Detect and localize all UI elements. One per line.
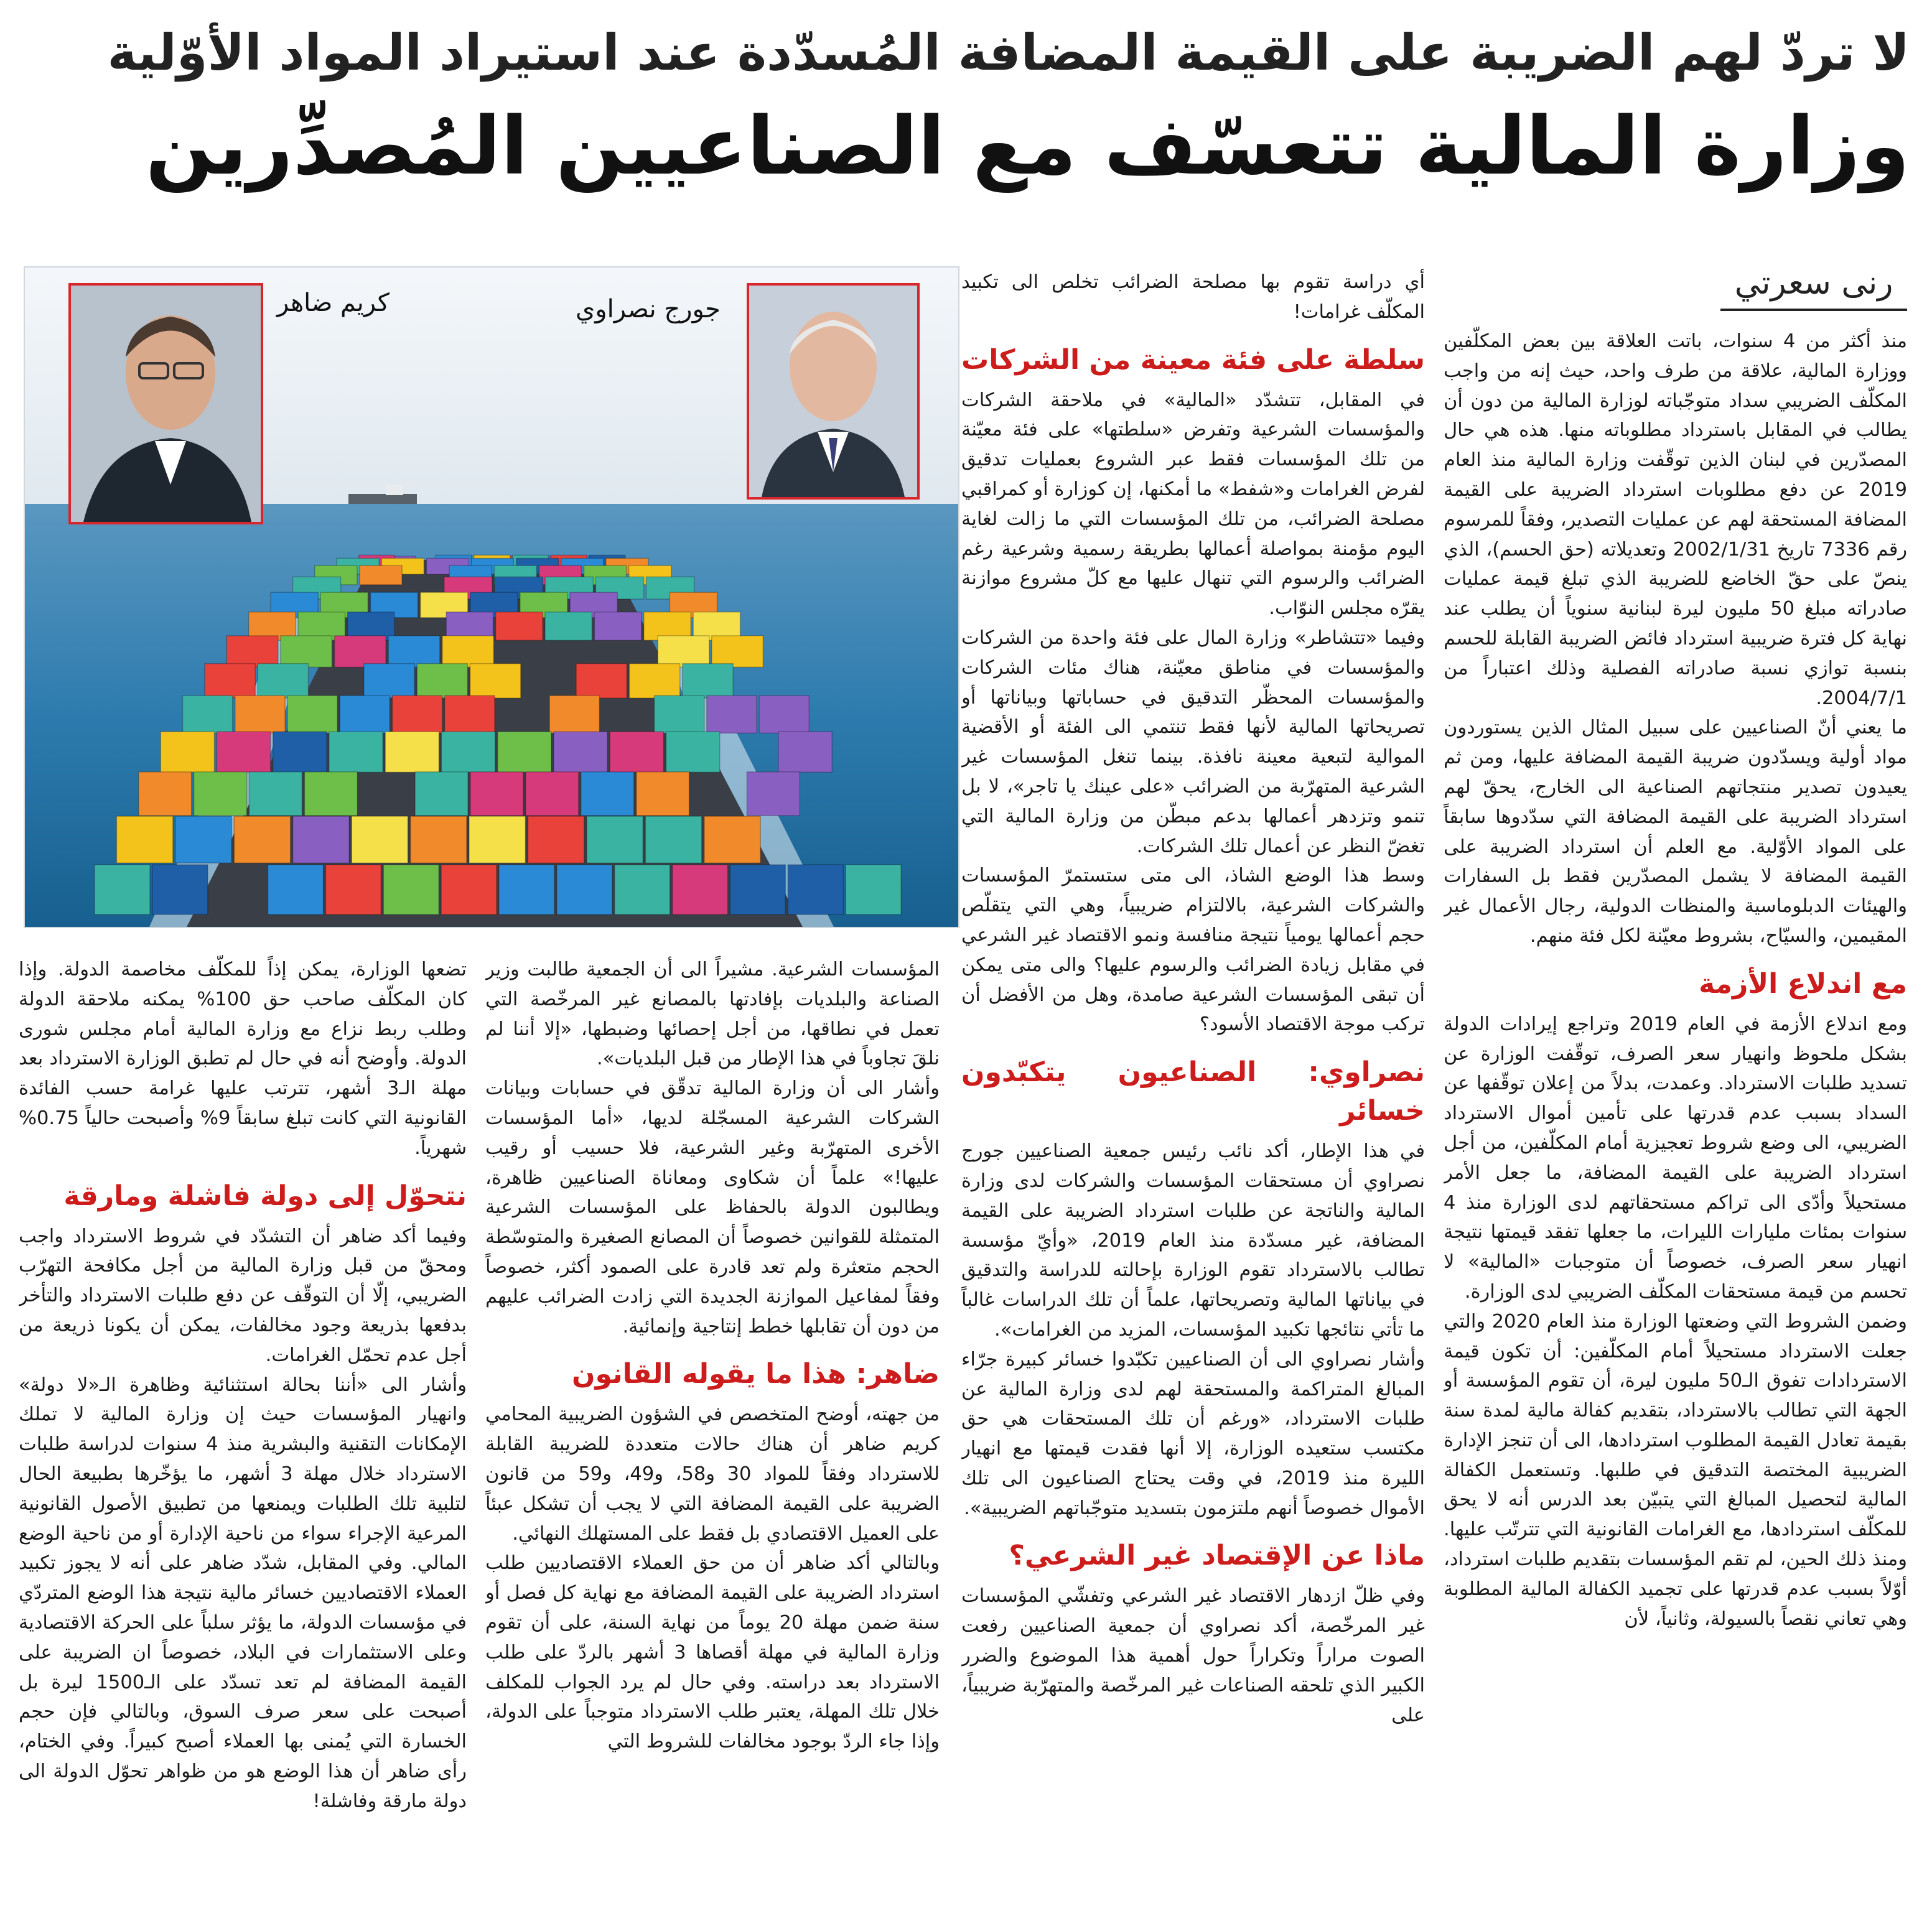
shipping-container [352,816,408,863]
article-subheadline: لا تردّ لهم الضريبة على القيمة المضافة المُسدّدة عند استيراد المواد الأوّلية [107,24,1910,81]
section-heading: سلطة على فئة معينة من الشركات [961,343,1425,376]
shipping-container [139,772,192,816]
shipping-container [441,732,495,772]
shipping-container [268,865,324,914]
paragraph: وفيما «تتشاطر» وزارة المال على فئة واحدة من الشركات والمؤسسات في مناطق معيّنة، هناك مئات الشركات والمؤسسات المحظّر التدقيق في حساباتها وبياناتها أو تصريحاتها المالية لأنها فقط تنتمي الى الفئة أو الأقضية الموالية لتبعية معينة نافذة. بينما تنغل المؤسسات غير الشرعية المتهرّبة من الضرائب «على عينك يا تاجر»، لا بل تنمو وتزدهر أعمالها بدعم مبطّن من وزارة المالية التي تغضّ النظر عن أعمال تلك الشركات. [961,626,1425,857]
paragraph: من جهته، أوضح المتخصص في الشؤون الضريبية المحامي كريم ضاهر أن هناك حالات متعددة للضريبة القابلة للاسترداد وفقاً للمواد 30 و58، و49، و59 من قانون الضريبة على القيمة المضافة التي لا يجب أن تشكل عبئاً على العميل الاقتصادي بل فقط على المستهلك النهائي. [485,1403,940,1545]
shipping-container [393,696,442,733]
article-byline: رنى سعرتي [1720,261,1907,311]
shipping-container [587,816,643,863]
shipping-container [730,865,785,914]
shipping-container [445,696,495,733]
shipping-container [235,696,285,733]
shipping-container [576,664,627,698]
shipping-container [470,664,521,698]
shipping-container [175,816,231,863]
shipping-container [385,732,439,772]
photo-caption-george-nasrawi: جورج نصراوي [576,295,721,323]
shipping-container [161,732,214,772]
shipping-container [304,772,357,816]
shipping-container [747,772,800,816]
article-column-4 [19,955,467,1919]
shipping-container [610,732,663,772]
shipping-container [778,732,832,772]
portrait-silhouette-icon [71,286,261,522]
article-headline: وزارة المالية تتعسّف مع الصناعيين المُصدِّرين [145,100,1910,193]
shipping-container [194,772,247,816]
shipping-container [666,732,720,772]
section-heading: ماذا عن الإقتصاد غير الشرعي؟ [1009,1540,1425,1572]
shipping-container [554,732,607,772]
paragraph: تضعها الوزارة، يمكن إذاً للمكلّف مخاصمة الدولة. وإذا كان المكلّف صاحب حق 100% يمكنه ملاحقة الدولة وطلب ربط نزاع مع وزارة المالية أمام مجلس شورى الدولة. وأوضح أنه في حال لم تطبق الوزارة الاسترداد بعد مهلة الـ3 أشهر، تترتب عليها غرامة حسب الفائدة القانونية التي كانت تبلغ سابقاً 9% وأصبحت حالياً 0.75% شهرياً. [19,959,467,1159]
shipping-container [364,664,414,698]
shipping-container [417,664,467,698]
shipping-container [759,696,809,733]
shipping-container [441,865,497,914]
shipping-container [683,664,733,698]
shipping-container [415,772,468,816]
shipping-container [226,636,278,668]
shipping-container [95,865,150,914]
paragraph: وفيما أكد ضاهر أن التشدّد في شروط الاسترداد واجب ومحقّ من قبل وزارة المالية من أجل مكافحة التهرّب الضريبي، إلّا أن التوقّف عن دفع طلبات الاسترداد والتأخر بدفعها بذريعة وجود مخالفات، يمكن أن يكونا ذريعة من أجل عدم تحمّل الغرامات. [19,1225,467,1366]
shipping-container [707,696,757,733]
shipping-container [581,772,634,816]
portrait-karim-daher [68,283,263,524]
paragraph: أي دراسة تقوم بها مصلحة الضرائب تخلص الى تكبيد المكلّف غرامات! [961,271,1425,323]
article-column-2 [961,268,1425,1919]
section-heading: مع اندلاع الأزمة [1699,967,1907,1000]
section-heading: ضاهر: هذا ما يقوله القانون [572,1358,940,1390]
portrait-silhouette-icon [749,286,917,497]
paragraph: وسط هذا الوضع الشاذ، الى متى ستستمرّ المؤسسات والشركات الشرعية، بالالتزام ضريبياً، وهي التي يتقلّص حجم أعمالها يومياً نتيجة منافسة ونمو الاقتصاد غير الشرعي في مقابل زيادة الضرائب والرسوم عليها؟ والى متى يمكن أن تبقى المؤسسات الشرعية صامدة، وهل من الأفضل أن تركب موجة الاقتصاد الأسود؟ [961,865,1425,1036]
shipping-container [383,865,439,914]
shipping-container [704,816,760,863]
article-column-3 [485,955,940,1919]
shipping-container [655,696,704,733]
shipping-container [183,696,233,733]
shipping-container [498,732,551,772]
paragraph: في هذا الإطار، أكد نائب رئيس جمعية الصناعيين جورج نصراوي أن مستحقات المؤسسات والشركات لدى وزارة المالية والناتجة عن طلبات استرداد الضريبة على القيمة المضافة، غير مسدّدة منذ العام 2019، «وأيّ مؤسسة تطالب بالاسترداد تقوم الوزارة بإحالته للدراسة والتدقيق في بياناتها المالية وتصريحاتها، علماً أن تلك الدراسات غالباً ما تأتي نتائجها تكبيد المؤسسات، المزيد من الغرامات». [961,1140,1425,1341]
shipping-container [360,565,402,585]
shipping-container [293,816,349,863]
paragraph: وفي ظلّ ازدهار الاقتصاد غير الشرعي وتفشّي المؤسسات غير المرخّصة، أكد نصراوي أن جمعية الصناعيين رفعت الصوت مراراً وتكراراً حول أهمية هذا الموضوع والضرر الكبير الذي تلحقه الصناعات غير المرخّصة والمتهرّبة ضريبياً، على [961,1585,1425,1726]
shipping-container [499,865,554,914]
article-column-1 [1444,327,1907,1919]
shipping-container [411,816,467,863]
shipping-container [557,865,612,914]
shipping-container [258,664,308,698]
shipping-container [287,696,337,733]
shipping-container [615,865,670,914]
shipping-container [712,636,763,668]
portrait-george-nasrawi [747,283,920,500]
shipping-container [217,732,270,772]
paragraph: وأشار نصراوي الى أن الصناعيين تكبّدوا خسائر كبيرة جرّاء المبالغ المتراكمة والمستحقة لهم لدى وزارة المالية عن طلبات الاسترداد، «ورغم أن تلك المستحقات هي حق مكتسب ستعيده الوزارة، إلا أنها فقدت قيمتها مع انهيار الليرة منذ 2019، في وقت يحتاج الصناعيون الى تلك الأموال خصوصاً أنهم ملتزمون بتسديد متوجّباتهم الضريبية». [961,1348,1425,1519]
shipping-container [469,816,525,863]
paragraph: وضمن الشروط التي وضعتها الوزارة منذ العام 2020 والتي جعلت الاسترداد مستحيلاً أمام المكلّفين: أن تكون قيمة الاستردادات تفوق الـ50 مليون ليرة، أن تقوم المؤسسة أو الجهة التي تطالب بالاسترداد، بتقديم كفالة مالية لمدة سنة بقيمة تعادل القيمة المطلوب استردادها، الى أن تنجز الإدارة الضريبية المختصة التدقيق في طلبها. وتستعمل الكفالة المالية لتحصيل المبالغ التي يتبيّن بعد الدرس أنه لا يحق للمكلّف استردادها، مع الغرامات القانونية التي تترتّب عليها. ومنذ ذلك الحين، لم تقم المؤسسات بتقديم طلبات استرداد، أوّلاً بسبب عدم قدرتها على تجميد الكفالة المالية المطلوبة وهي تعاني نقصاً بالسيولة، وثانياً، لأن [1444,1310,1907,1630]
shipping-container [470,772,523,816]
shipping-container [545,612,592,641]
shipping-container [658,636,709,668]
shipping-container [250,772,302,816]
paragraph: ومع اندلاع الأزمة في العام 2019 وتراجع إيرادات الدولة بشكل ملحوظ وانهيار سعر الصرف، توقّفت الوزارة عن تسديد طلبات الاسترداد. وعمدت، بدلاً من إعلان توقّفها عن السداد بسبب عدم قدرتها على تأمين أموال الاسترداد الضريبي، الى وضع شروط تعجيزية أمام المكلّفين، من أجل استرداد الضريبة على القيمة المضافة، ما جعل الأمر مستحيلاً وأدّى الى تراكم مستحقاتهم لدى الوزارة منذ 4 سنوات بمئات مليارات الليرات، ما جعلها تفقد قيمتها نتيجة انهيار سعر الصرف، خصوصاً أن متوجبات «المالية» لا تحسم من قيمة مستحقات المكلّف الضريبي لدى الوزارة. [1444,1013,1907,1303]
paragraph: المؤسسات الشرعية. مشيراً الى أن الجمعية طالبت وزير الصناعة والبلديات بإفادتها بالمصانع غير المرخّصة التي تعمل في نطاقها، من أجل إحصائها وضبطها، «إلا أننا لم نلقَ تجاوباً في هذا الإطار من قبل البلديات». [485,959,940,1070]
shipping-container [116,816,172,863]
paragraph: في المقابل، تتشدّد «المالية» في ملاحقة الشركات والمؤسسات الشرعية وتفرض «سلطتها» على فئة معيّنة من تلك المؤسسات فقط عبر الشروع بعمليات تدقيق لفرض الغرامات و«شفط» ما أمكنها، إن كوزارة أو كمراقبي مصلحة الضرائب، من تلك المؤسسات التي ما زالت لغاية اليوم مؤمنة بمواصلة أعمالها بطريقة رسمية وشرعية رغم الضرائب والرسوم التي تنهال عليها مع كلّ مشروع موازنة يقرّه مجلس النوّاب. [961,389,1425,620]
paragraph: وأشار الى «أننا بحالة استثنائية وظاهرة الـ«لا دولة» وانهيار المؤسسات حيث إن وزارة المالية لا تملك الإمكانات التقنية والبشرية منذ 4 سنوات لدراسة طلبات الاسترداد خلال مهلة 3 أشهر، ما يؤخّرها بطبيعة الحال لتلبية تلك الطلبات ويمنعها من تطبيق الأصول القانونية المرعية الإجراء سواء من ناحية الإدارة أو من ناحية الوضع المالي. وفي المقابل، شدّد ضاهر على أنه لا يجوز تكبيد العملاء الاقتصاديين خسائر مالية نتيجة هذا الوضع المتردّي في مؤسسات الدولة، ما يؤثر سلباً على الحركة الاقتصادية وعلى الاستثمارات في البلاد، خصوصاً ان الضريبة على القيمة المضافة لم تعد تسدّد على الـ1500 ليرة بل أصبحت على سعر صرف السوق، وبالتالي فإن حجم الخسارة التي يُمنى بها العملاء أصبح كبيراً. وفي الختام، رأى ضاهر أن هذا الوضع هو من ظواهر تحوّل الدولة الى دولة مارقة وفاشلة! [19,1374,467,1812]
shipping-container [629,664,679,698]
shipping-container [846,865,901,914]
shipping-container [788,865,843,914]
paragraph: ما يعني أنّ الصناعيين على سبيل المثال الذين يستوردون مواد أولية ويسدّدون ضريبة القيمة المضافة عليها، ومن ثم يعيدون تصدير منتجاتهم الصناعية الى الخارج، يحقّ لهم استرداد الضريبة على القيمة المضافة التي سدّدوها سابقاً على المواد الأوّلية. مع العلم أن استرداد الضريبة على القيمة المضافة لا يشمل المصدّرين فقط بل السفارات والهيئات الدبلوماسية والمنظات الدولية، رجال الأعمال غير المقيمين، والسيّاح، بشروط معيّنة لكل فئة منهم. [1444,717,1907,947]
shipping-container [496,612,543,641]
shipping-container [205,664,255,698]
shipping-container [526,772,579,816]
shipping-container [152,865,208,914]
shipping-container [388,636,440,668]
shipping-container [273,732,327,772]
paragraph: وبالتالي أكد ضاهر أن من حق العملاء الاقتصاديين طلب استرداد الضريبة على القيمة المضافة مع نهاية كل فصل أو سنة ضمن مهلة 20 يوماً من نهاية السنة، على أن تقوم وزارة المالية في مهلة أقصاها 3 أشهر بالردّ على طلب الاسترداد بعد دراسته. وفي حال لم يرد الجواب للمكلف خلال تلك المهلة، يعتبر طلب الاسترداد متوجباً على الدولة، وإذا جاء الردّ بوجود مخالفات للشروط التي [485,1552,940,1753]
paragraph: وأشار الى أن وزارة المالية تدقّق في حسابات وبيانات الشركات الشرعية المسجّلة لديها، «أما المؤسسات الأخرى المتهرّبة وغير الشرعية، فلا حسيب أو رقيب عليها!» علماً أن شكاوى ومعاناة الصناعيين ظاهرة، ويطالبون الدولة بالحفاظ على المؤسسات الشرعية المتمثلة للقوانين خصوصاً أن المصانع الصغيرة والمتوسّطة الحجم متعثرة ولم تعد قادرة على الصمود أكثر، خصوصاً وفقاً لمفاعيل الموازنة الجديدة التي زادت الضرائب عليهم من دون أن تقابلها خطط إنتاجية وإنمائية. [485,1077,940,1338]
shipping-container [673,865,728,914]
shipping-container [637,772,689,816]
shipping-container [645,816,701,863]
shipping-container [549,696,599,733]
shipping-container [335,636,386,668]
section-heading: نتحوّل إلى دولة فاشلة ومارقة [63,1180,467,1212]
shipping-container [325,865,381,914]
shipping-container [234,816,290,863]
shipping-container [528,816,584,863]
headline-block [18,16,1910,200]
shipping-container [329,732,383,772]
photo-caption-karim-daher: كريم ضاهر [277,289,390,317]
shipping-container [281,636,332,668]
paragraph: منذ أكثر من 4 سنوات، باتت العلاقة بين بعض المكلّفين ووزارة المالية، علاقة من طرف واحد، حيث إنه من واجب المكلّف الضريبي سداد متوجّباته لوزارة المالية من دون أن يطالب في المقابل باسترداد مطلوباته منها. هذه هي حال المصدّرين في لبنان الذين توقّفت وزارة المالية منذ العام 2019 عن دفع مطلوبات استرداد الضريبة على القيمة المضافة المستحقة لهم عن عمليات التصدير، وفقاً للمرسوم رقم 7336 تاريخ 2002/1/31 وتعديلاته (حق الحسم)، الذي ينصّ على حقّ الخاضع للضريبة الذي تبلغ قيمة عمليات صادراته مبلغ 50 مليون ليرة لبنانية سنوياً أن يطلب عند نهاية كل فترة ضريبية استرداد فائض الضريبة القابلة للحسم بنسبة توازي نسبة صادراته الفصلية وذلك اعتباراً من 2004/7/1. [1444,330,1907,709]
shipping-container [442,636,494,668]
section-heading: نصراوي: الصناعيون يتكبّدون خسائر [961,1056,1425,1127]
shipping-container [594,612,641,641]
shipping-container [340,696,390,733]
